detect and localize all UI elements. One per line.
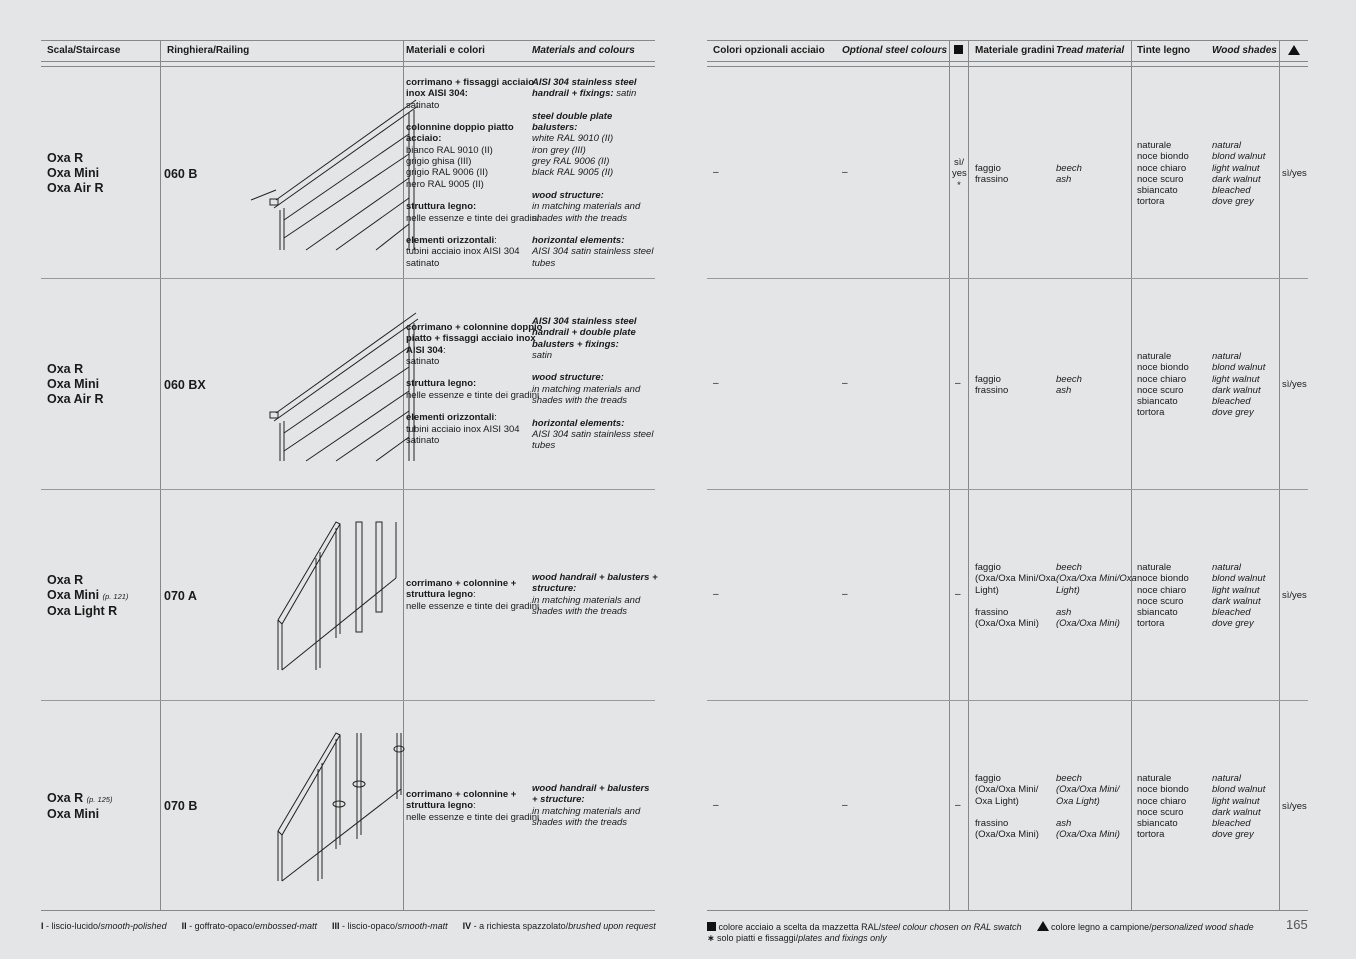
row-divider <box>707 700 1308 701</box>
square-icon <box>707 922 716 931</box>
list-line: light walnut <box>1212 162 1260 174</box>
row-divider <box>41 489 655 490</box>
tread-it <box>975 773 1039 841</box>
list-line: dove grey <box>1212 196 1254 208</box>
wood-shades-en <box>1212 773 1265 841</box>
material-line: tubini acciaio inox AISI 304 <box>406 423 520 435</box>
list-line: dark walnut <box>1212 806 1261 818</box>
personalized-yes: sì/yes <box>1282 801 1307 812</box>
list-line: dove grey <box>1212 829 1254 841</box>
material-line: structure: <box>532 583 577 595</box>
list-line: noce chiaro <box>1137 162 1187 174</box>
materials-it <box>406 322 542 446</box>
material-line: steel double plate <box>532 110 613 122</box>
wood-shades-en <box>1212 351 1265 419</box>
list-line: ash <box>1056 818 1072 830</box>
header-tinte: Tinte legno <box>1137 45 1191 56</box>
list-line: Light) <box>1056 584 1080 596</box>
material-line: AISI 304 stainless steel <box>532 316 637 327</box>
col-divider <box>1131 41 1132 911</box>
list-line: naturale <box>1137 351 1172 362</box>
wood-shades-en <box>1212 562 1265 630</box>
header-tread: Tread material <box>1056 45 1125 56</box>
material-line: + structure: <box>532 794 585 806</box>
material-line: elementi orizzontali: <box>406 412 497 424</box>
dash: – <box>713 589 719 600</box>
list-line: noce chiaro <box>1137 373 1187 385</box>
header-underline <box>41 66 655 67</box>
list-line: Light) <box>975 584 999 596</box>
material-line <box>532 224 653 235</box>
list-line: Oxa Light) <box>975 795 1019 807</box>
material-line: bianco RAL 9010 (II) <box>406 144 493 156</box>
material-line: horizontal elements: <box>532 235 625 247</box>
row-divider <box>707 489 1308 490</box>
list-line: sbiancato <box>1137 396 1178 408</box>
header-steel-colours: Optional steel colours <box>842 45 948 56</box>
header-materiali: Materiali e colori <box>406 45 485 56</box>
tread-en <box>1056 773 1120 841</box>
personalized-yes: sì/yes <box>1282 168 1307 179</box>
material-line: corrimano + colonnine doppio <box>406 322 543 333</box>
material-line: piatto + fissaggi acciaio inox <box>406 333 536 345</box>
dash: – <box>842 800 848 811</box>
list-line: (Oxa/Oxa Mini) <box>975 618 1039 630</box>
list-line: noce biondo <box>1137 151 1189 163</box>
list-line: noce chiaro <box>1137 795 1187 807</box>
list-line: noce scuro <box>1137 384 1184 396</box>
material-line: grey RAL 9006 (II) <box>532 156 610 168</box>
list-line: tortora <box>1137 829 1165 841</box>
header-wood-shades: Wood shades <box>1212 45 1277 56</box>
dash: – <box>713 378 719 389</box>
row-divider <box>707 278 1308 279</box>
dash: – <box>842 378 848 389</box>
material-line: shades with the treads <box>532 816 628 828</box>
list-line: noce scuro <box>1137 595 1184 607</box>
material-line <box>532 406 653 417</box>
dash: – <box>842 167 848 178</box>
left-header <box>41 40 655 62</box>
list-line: ash <box>1056 607 1072 619</box>
material-line: tubes <box>532 257 556 269</box>
dash: – <box>713 167 719 178</box>
bottom-rule <box>41 910 655 911</box>
material-line: satinato <box>406 434 440 446</box>
material-line: iron grey (III) <box>532 144 586 156</box>
list-line: noce scuro <box>1137 806 1184 818</box>
material-line: struttura legno: <box>406 201 477 213</box>
staircase-names: Oxa R Oxa Mini Oxa Air R <box>47 151 104 195</box>
material-line: black RAL 9005 (II) <box>532 167 614 179</box>
material-line: wood handrail + balusters + <box>532 572 658 583</box>
col-divider <box>1279 41 1280 911</box>
list-line: (Oxa/Oxa Mini) <box>975 829 1039 841</box>
material-line: colonnine doppio piatto <box>406 122 514 134</box>
list-line: tortora <box>1137 196 1165 208</box>
tread-it: faggio frassino <box>975 163 1009 186</box>
materials-en <box>532 572 658 617</box>
material-line <box>532 179 653 190</box>
list-line: bleached <box>1212 396 1251 408</box>
left-page <box>41 0 658 959</box>
list-line: natural <box>1212 562 1242 573</box>
list-line: blond walnut <box>1212 151 1266 163</box>
material-line: acciaio: <box>406 133 442 145</box>
list-line: tortora <box>1137 618 1165 630</box>
material-line: wood handrail + balusters <box>532 783 650 794</box>
material-line: satinato <box>406 257 440 269</box>
bottom-rule <box>707 910 1308 911</box>
list-line: bleached <box>1212 185 1251 197</box>
materials-en <box>532 316 653 452</box>
material-line: nelle essenze e tinte dei gradini <box>406 600 540 612</box>
list-line: tortora <box>1137 407 1165 419</box>
list-line: light walnut <box>1212 584 1260 596</box>
list-line: bleached <box>1212 607 1251 619</box>
dash: – <box>842 589 848 600</box>
list-line: blond walnut <box>1212 573 1266 585</box>
list-line: (Oxa/Oxa Mini/ <box>975 784 1039 796</box>
material-line: struttura legno: <box>406 589 476 601</box>
tread-en: beech ash <box>1056 374 1082 397</box>
list-line: Oxa Light) <box>1056 795 1100 807</box>
material-line: wood structure: <box>532 189 604 201</box>
list-line <box>975 596 1056 607</box>
col-divider <box>968 41 969 911</box>
material-line: satinato <box>406 99 440 111</box>
list-line: naturale <box>1137 140 1172 151</box>
material-line: horizontal elements: <box>532 417 625 429</box>
material-line: satinato <box>406 355 440 367</box>
list-line: natural <box>1212 140 1242 151</box>
list-line: frassino <box>975 818 1009 830</box>
materials-it <box>406 789 539 823</box>
material-line: corrimano + colonnine + <box>406 578 517 589</box>
list-line: bleached <box>1212 818 1251 830</box>
material-line: struttura legno: <box>406 378 477 390</box>
legend-square: colore acciaio a scelta da mazzetta RAL/steel colour chosen on RAL swatch colore legno a campione/personalized wood shade <box>707 921 1254 932</box>
railing-070a-drawing <box>236 518 416 678</box>
material-line: AISI 304 stainless steel <box>532 77 637 88</box>
list-line: noce scuro <box>1137 173 1184 185</box>
list-line: faggio <box>975 562 1001 573</box>
triangle-icon <box>1037 921 1049 931</box>
list-line: light walnut <box>1212 373 1260 385</box>
page-number: 165 <box>1286 917 1308 932</box>
material-line: nelle essenze e tinte dei gradini <box>406 212 540 224</box>
list-line: frassino <box>975 607 1009 619</box>
material-line: AISI 304 satin stainless steel <box>532 428 654 440</box>
material-line: corrimano + fissaggi acciaio <box>406 77 535 88</box>
header-materiale: Materiale gradini <box>975 45 1055 56</box>
material-line: tubes <box>532 440 556 452</box>
list-line: dark walnut <box>1212 173 1261 185</box>
asterisk-icon: * <box>957 179 961 191</box>
tread-en: beech ash <box>1056 163 1082 186</box>
material-line: shades with the treads <box>532 605 628 617</box>
list-line: dark walnut <box>1212 595 1261 607</box>
list-line: naturale <box>1137 773 1172 784</box>
material-line: inox AISI 304: <box>406 88 468 100</box>
list-line: noce chiaro <box>1137 584 1187 596</box>
wood-shades-it <box>1137 562 1189 630</box>
list-line: dove grey <box>1212 407 1254 419</box>
staircase-names: Oxa R Oxa Mini Oxa Air R <box>47 362 104 406</box>
material-line <box>532 361 653 372</box>
list-line: beech <box>1056 773 1082 784</box>
personalized-yes: sì/yes <box>1282 590 1307 601</box>
wood-shades-it <box>1137 773 1189 841</box>
staircase-names: Oxa R Oxa Mini (p. 121) Oxa Light R <box>47 573 129 618</box>
material-line: corrimano + colonnine + <box>406 789 517 800</box>
list-line: (Oxa/Oxa Mini) <box>1056 829 1120 841</box>
list-line: (Oxa/Oxa Mini) <box>1056 618 1120 630</box>
wood-shades-en <box>1212 140 1265 208</box>
material-line: elementi orizzontali: <box>406 235 497 247</box>
optional-colour-yes: sì/ yes * <box>952 157 967 191</box>
asterisk-icon: ∗ <box>707 933 715 943</box>
dash: – <box>955 800 961 811</box>
list-line: sbiancato <box>1137 818 1178 830</box>
list-line: (Oxa/Oxa Mini/Oxa <box>975 573 1056 585</box>
list-line <box>1056 807 1120 818</box>
finish-legend: I - liscio-lucido/smooth-polished II - goffrato-opaco/embossed-matt III - liscio-opaco/smooth-matt IV - a richiesta spazzolato/brushed upon request <box>41 921 656 931</box>
list-line: light walnut <box>1212 795 1260 807</box>
material-line <box>406 401 542 412</box>
railing-060b-drawing <box>226 92 426 252</box>
list-line: naturale <box>1137 562 1172 573</box>
list-line: blond walnut <box>1212 784 1266 796</box>
list-line: noce biondo <box>1137 362 1189 374</box>
material-line: in matching materials and <box>532 201 641 213</box>
railing-code: 070 A <box>164 589 197 603</box>
header-colori: Colori opzionali acciaio <box>713 45 825 56</box>
list-line: faggio <box>975 773 1001 784</box>
list-line: sbiancato <box>1137 185 1178 197</box>
list-line: sbiancato <box>1137 607 1178 619</box>
personalized-yes: sì/yes <box>1282 379 1307 390</box>
materials-it <box>406 578 539 612</box>
material-line: satin <box>532 349 553 361</box>
railing-code: 070 B <box>164 799 198 813</box>
tread-it <box>975 562 1056 630</box>
material-line: in matching materials and <box>532 383 641 395</box>
material-line: nero RAL 9005 (II) <box>406 178 484 190</box>
material-line: nelle essenze e tinte dei gradini <box>406 811 540 823</box>
row-divider <box>41 278 655 279</box>
dash: – <box>955 589 961 600</box>
material-line: in matching materials and <box>532 805 641 817</box>
list-line: natural <box>1212 351 1242 362</box>
material-line: balusters: <box>532 122 578 134</box>
material-line: grigio RAL 9006 (II) <box>406 167 489 179</box>
material-line: AISI 304 satin stainless steel <box>532 246 654 258</box>
list-line: (Oxa/Oxa Mini/ <box>1056 784 1120 796</box>
row-divider <box>41 700 655 701</box>
header-staircase: Scala/Staircase <box>47 45 121 56</box>
dash: – <box>955 378 961 389</box>
list-line: noce biondo <box>1137 784 1189 796</box>
material-line: grigio ghisa (III) <box>406 156 472 168</box>
list-line <box>1056 596 1137 607</box>
material-line <box>406 367 542 378</box>
right-page <box>707 0 1308 959</box>
material-line: wood structure: <box>532 372 604 384</box>
railing-070b-drawing <box>236 729 416 889</box>
list-line: (Oxa/Oxa Mini/Oxa <box>1056 573 1137 585</box>
railing-code: 060 BX <box>164 378 206 392</box>
list-line: dark walnut <box>1212 384 1261 396</box>
material-line: handrail + double plate <box>532 327 636 339</box>
material-line: white RAL 9010 (II) <box>532 133 614 145</box>
dash: – <box>713 800 719 811</box>
right-header <box>707 40 1308 62</box>
square-icon <box>954 45 963 56</box>
railing-code: 060 B <box>164 167 198 181</box>
triangle-icon <box>1288 45 1300 57</box>
legend-asterisk: ∗ solo piatti e fissaggi/plates and fixings only <box>707 933 887 943</box>
col-divider <box>160 41 161 911</box>
header-railing: Ringhiera/Railing <box>167 45 250 56</box>
material-line: handrail + fixings: satin <box>532 88 637 100</box>
material-line: struttura legno: <box>406 800 476 812</box>
header-materials: Materials and colours <box>532 45 635 56</box>
material-line: nelle essenze e tinte dei gradini <box>406 389 540 401</box>
material-line: tubini acciaio inox AISI 304 <box>406 246 520 258</box>
material-line: AISI 304: <box>406 344 446 356</box>
materials-en <box>532 783 649 828</box>
material-line: shades with the treads <box>532 395 628 407</box>
material-line <box>532 100 653 111</box>
material-line: balusters + fixings: <box>532 338 619 350</box>
header-underline <box>707 66 1308 67</box>
tread-en <box>1056 562 1137 630</box>
staircase-names: Oxa R (p. 125) Oxa Mini <box>47 791 113 821</box>
material-line: in matching materials and <box>532 594 641 606</box>
list-line: blond walnut <box>1212 362 1266 374</box>
materials-en <box>532 77 653 269</box>
wood-shades-it <box>1137 351 1189 419</box>
wood-shades-it <box>1137 140 1189 208</box>
list-line: beech <box>1056 562 1082 573</box>
railing-060bx-drawing <box>226 305 426 465</box>
col-divider <box>949 41 950 911</box>
list-line <box>975 807 1039 818</box>
list-line: natural <box>1212 773 1242 784</box>
material-line: shades with the treads <box>532 212 628 224</box>
list-line: dove grey <box>1212 618 1254 630</box>
list-line: noce biondo <box>1137 573 1189 585</box>
tread-it: faggio frassino <box>975 374 1009 397</box>
